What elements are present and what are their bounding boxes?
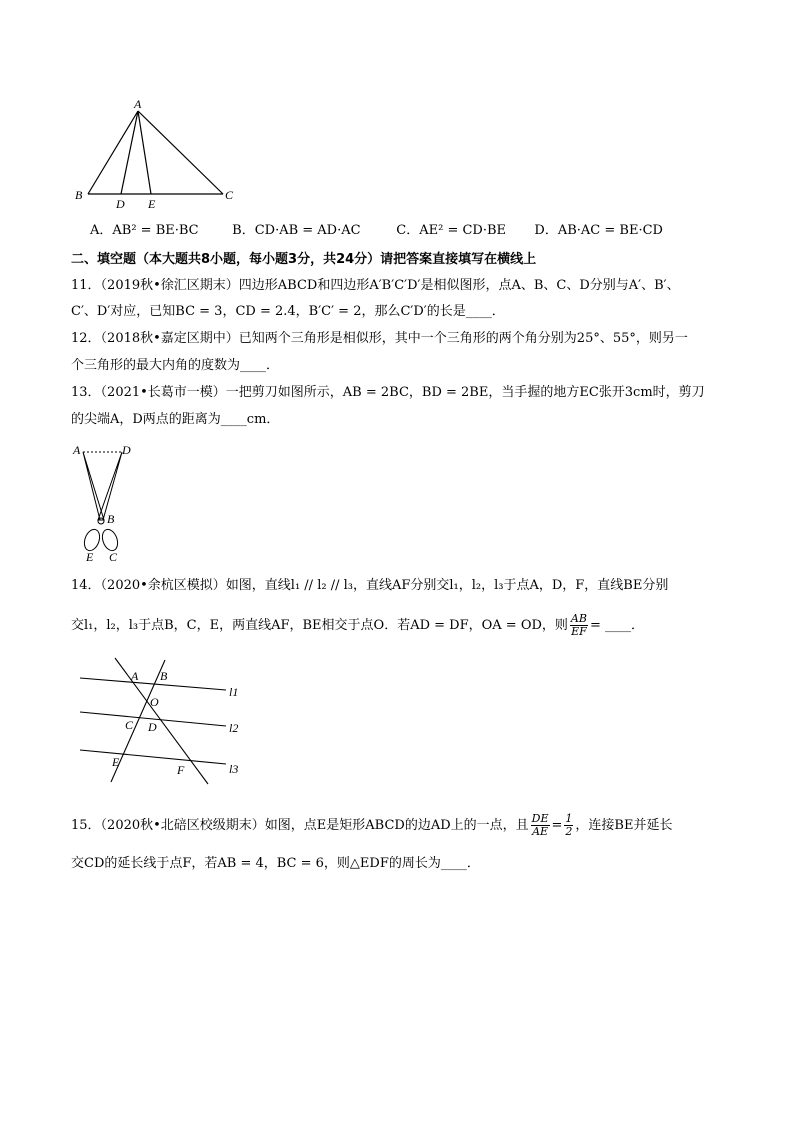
q15-frac-num: DE	[531, 812, 549, 825]
label-c: C	[109, 550, 118, 564]
q14-line2-end: = ____．	[589, 618, 644, 633]
figure-triangle-abc	[70, 95, 250, 215]
q15-line1-text: 15．（2020秋•北碚区校级期末）如图，点E是矩形ABCD的边AD上的一点，且	[71, 818, 529, 833]
option-c: C．AE² = CD·BE	[396, 223, 507, 238]
label-b: B	[75, 188, 83, 202]
label-c: C	[225, 188, 234, 202]
label-f: F	[177, 763, 185, 777]
label-d: D	[148, 720, 157, 734]
label-a: A	[73, 443, 81, 457]
label-l2: l2	[229, 721, 239, 735]
q12-line2: 个三角形的最大内角的度数为____．	[71, 358, 280, 373]
q15-value-num: 1	[565, 812, 573, 825]
label-b: B	[160, 669, 168, 683]
q15-line2: 交CD的延长线于点F，若AB = 4，BC = 6，则△EDF的周长为____．	[71, 856, 480, 871]
q14-line1: 14．（2020•余杭区模拟）如图，直线l₁ // l₂ // l₃，直线AF分别交l₁，l₂，l₃于点A，D，F，直线BE分别	[71, 578, 669, 593]
q12-line1: 12．（2018秋•嘉定区期中）已知两个三角形是相似形，其中一个三角形的两个角分别为25°、55°，则另一	[71, 331, 688, 346]
label-l1: l1	[229, 685, 239, 699]
label-a: A	[134, 97, 142, 111]
q14-frac-den: EF	[571, 625, 587, 638]
q10-options	[90, 222, 663, 240]
label-b: B	[107, 512, 115, 526]
label-e: E	[86, 550, 94, 564]
figure-scissors	[70, 440, 140, 568]
option-d: D．AB·AC = BE·CD	[534, 223, 663, 238]
q14-line2-text: 交l₁，l₂，l₃于点B，C，E，两直线AF，BE相交于点O．若AD = DF，OA = OD，则	[71, 618, 568, 633]
label-d: D	[116, 197, 125, 211]
q14-frac-num: AB	[570, 612, 587, 625]
figure-parallel-lines	[70, 650, 260, 792]
option-a: A．AB² = BE·BC	[90, 223, 199, 238]
label-a: A	[131, 669, 139, 683]
q11-line2: C′、D′对应，已知BC = 3，CD = 2.4，B′C′ = 2，那么C′D′的长是____．	[71, 304, 505, 319]
label-c: C	[125, 718, 134, 732]
label-l3: l3	[229, 762, 239, 776]
option-b: B．CD·AB = AD·AC	[232, 223, 361, 238]
label-d: D	[122, 443, 131, 457]
section-heading: 二、填空题（本大题共8小题，每小题3分，共24分）请把答案直接填写在横线上	[71, 252, 537, 267]
q11-line1: 11．（2019秋•徐汇区期末）四边形ABCD和四边形A′B′C′D′是相似图形，点A、B、C、D分别与A′、B′、	[71, 278, 680, 293]
q13-line1: 13．（2021•长葛市一模）一把剪刀如图所示，AB = 2BC，BD = 2BE，当手握的地方EC张开3cm时，剪刀	[71, 385, 705, 400]
q15-value-fraction	[564, 813, 573, 838]
label-e: E	[148, 197, 156, 211]
q13-line2: 的尖端A，D两点的距离为____cm．	[71, 412, 280, 427]
q15-line1: 15．（2020秋•北碚区校级期末）如图，点E是矩形ABCD的边AD上的一点，且 $\frac{DE}{AE}$ = $\frac{1}{2}$ ，连接BE并延长	[71, 812, 673, 838]
q15-value-den: 2	[565, 825, 573, 838]
label-e: E	[112, 755, 120, 769]
q14-line2	[71, 613, 644, 638]
q14-fraction	[570, 613, 588, 638]
label-o: O	[150, 695, 159, 709]
q15-fraction	[531, 813, 550, 838]
q15-frac-den: AE	[532, 825, 549, 838]
q15-line1-end: ，连接BE并延长	[575, 818, 673, 833]
